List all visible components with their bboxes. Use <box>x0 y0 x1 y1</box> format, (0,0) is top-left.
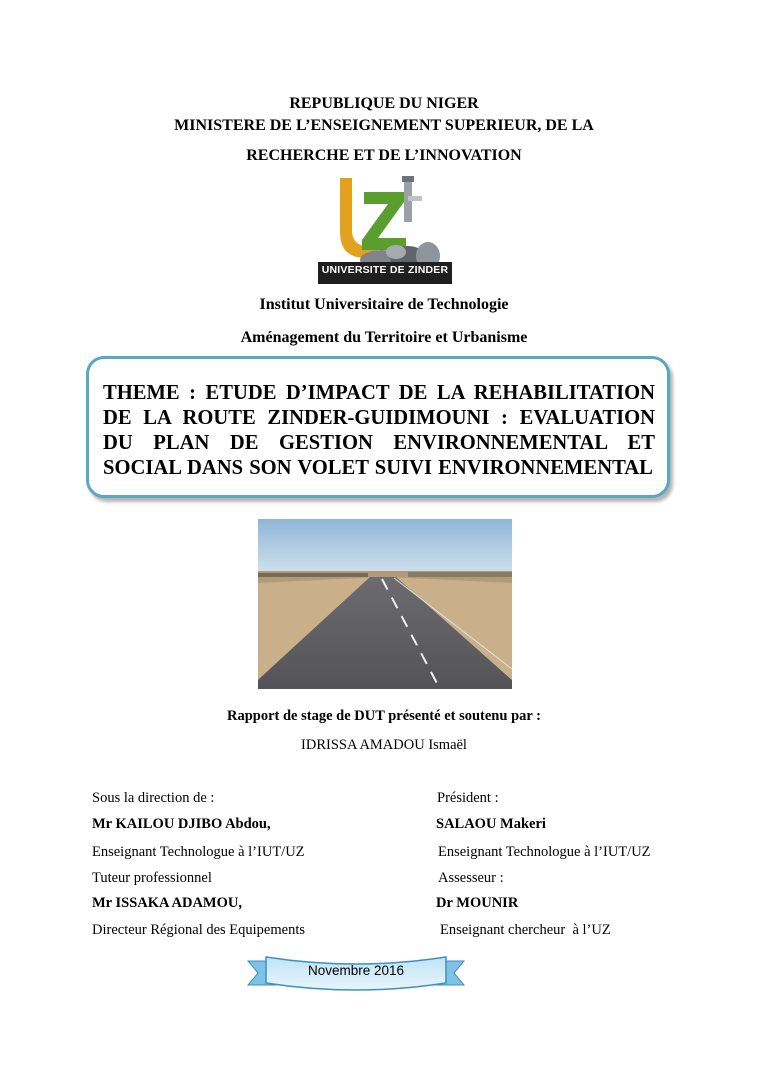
president-label: Président : <box>437 790 499 806</box>
president-title: Enseignant Technologue à l’IUT/UZ <box>438 844 651 860</box>
director-title: Enseignant Technologue à l’IUT/UZ <box>92 844 305 860</box>
direction-label: Sous la direction de : <box>92 790 215 806</box>
header-ministry: MINISTERE DE L’ENSEIGNEMENT SUPERIEUR, DE LA <box>174 117 594 134</box>
director-name: Mr KAILOU DJIBO Abdou, <box>92 816 271 832</box>
report-author: IDRISSA AMADOU Ismaël <box>301 737 467 753</box>
institute-name: Institut Universitaire de Technologie <box>259 296 509 313</box>
road-photo <box>258 519 512 689</box>
president-name: SALAOU Makeri <box>436 816 546 832</box>
assessor-title: Enseignant chercheur à l’UZ <box>440 922 611 938</box>
report-label: Rapport de stage de DUT présenté et soutenu par : <box>226 708 542 724</box>
tutor-name: Mr ISSAKA ADAMOU, <box>92 895 242 911</box>
road-photo-image <box>258 519 512 689</box>
header-republic: REPUBLIQUE DU NIGER <box>289 95 479 112</box>
header-ministry-continued: RECHERCHE ET DE L’INNOVATION <box>246 147 522 164</box>
department-name: Aménagement du Territoire et Urbanisme <box>240 329 528 346</box>
tutor-title: Directeur Régional des Equipements <box>92 922 306 938</box>
university-logo <box>312 172 456 288</box>
date-text: Novembre 2016 <box>307 963 405 978</box>
logo-banner-text: UNIVERSITE DE ZINDER <box>321 264 449 276</box>
theme-box <box>86 356 670 498</box>
theme-text: THEME : ETUDE D’IMPACT DE LA REHABILITATION DE LA ROUTE ZINDER-GUIDIMOUNI : EVALUATION DU PLAN DE GESTION ENVIRONNEMENTAL ET SOCIAL DANS SON VOLET SUIVI ENVIRONNEMENTAL <box>103 382 655 479</box>
assessor-name: Dr MOUNIR <box>436 895 519 911</box>
tutor-label: Tuteur professionnel <box>92 870 212 886</box>
assessor-label: Assesseur : <box>438 870 504 886</box>
